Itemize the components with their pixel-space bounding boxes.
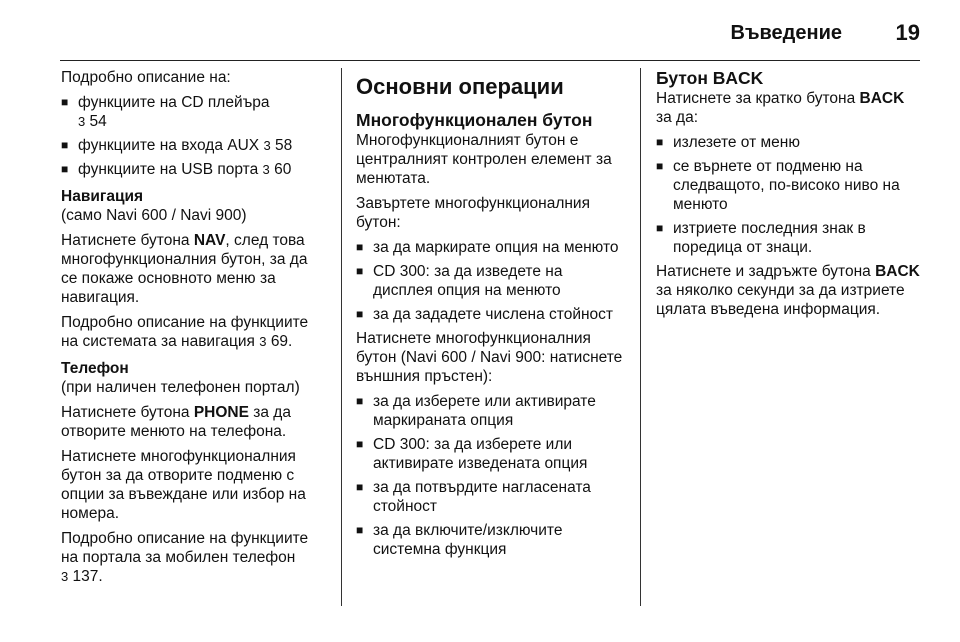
paragraph: Подробно описание на функциите на портала за мобилен телефон 3 137.: [61, 530, 309, 585]
subsection-heading: Многофункционален бутон: [356, 110, 593, 130]
list-item: ■ CD 300: за да изведете на дисплея опция на менюто: [356, 262, 626, 300]
page-number: 19: [895, 20, 920, 45]
button-name: NAV: [193, 232, 226, 249]
back-list: [656, 133, 924, 257]
paragraph: Натиснете бутона PHONE за да отворите менюто на телефона.: [61, 404, 291, 440]
column-middle: [356, 68, 626, 564]
section-heading-basic-operations: Основни операции: [356, 74, 564, 99]
page-reference: 69.: [270, 333, 293, 350]
button-name: PHONE: [193, 404, 249, 421]
list-item: ■ за да включите/изключите системна функция: [356, 521, 626, 559]
column-divider: [640, 68, 641, 606]
reference-arrow-icon: 3: [61, 569, 69, 584]
list-item: ■ функциите на USB порта 3 60: [61, 160, 323, 179]
section-heading-back-button: Бутон BACK: [656, 68, 764, 88]
paragraph: Натиснете за кратко бутона BACK за да:: [656, 90, 905, 126]
paragraph: Подробно описание на функциите на системата за навигация 3 69.: [61, 314, 309, 350]
column-divider: [341, 68, 342, 606]
paragraph: Натиснете и задръжте бутона BACK за няколко секунди за да изтриете цялата въведена информация.: [656, 263, 920, 318]
intro-list: [61, 93, 323, 179]
page-header: [0, 0, 960, 60]
column-right: [656, 68, 924, 325]
paragraph: Натиснете бутона NAV, след това многофункционалния бутон, за да се покаже основното меню за навигация.: [61, 232, 308, 306]
reference-arrow-icon: 3: [78, 114, 86, 129]
section-subtitle: (при наличен телефонен портал): [61, 379, 300, 396]
list-item: ■ излезете от меню: [656, 133, 924, 152]
header-rule: [60, 60, 920, 61]
list-item: ■ функциите на CD плейъра 3 54: [61, 93, 323, 131]
page-reference: 54: [89, 113, 107, 130]
button-name: BACK: [875, 263, 920, 280]
page-title: Въведение: [730, 22, 842, 44]
page-reference: 60: [274, 161, 292, 178]
list-item: ■ за да зададете числена стойност: [356, 305, 626, 324]
list-item: ■ функциите на входа AUX 3 58: [61, 136, 323, 155]
paragraph: Многофункционалният бутон е централният контролен елемент за менютата.: [356, 132, 612, 187]
reference-arrow-icon: 3: [263, 138, 271, 153]
intro-text: Подробно описание на:: [61, 69, 231, 86]
reference-arrow-icon: 3: [259, 334, 267, 349]
list-item: ■ CD 300: за да изберете или активирате изведената опция: [356, 435, 626, 473]
section-heading-navigation: Навигация: [61, 188, 144, 205]
paragraph: Завъртете многофункционалния бутон:: [356, 195, 590, 231]
rotate-list: [356, 238, 626, 324]
section-subtitle: (само Navi 600 / Navi 900): [61, 207, 247, 224]
paragraph: Натиснете многофункционалния бутон за да отворите подменю с опции за въвеждане или избор на номера.: [61, 448, 306, 522]
list-item: ■ за да потвърдите нагласената стойност: [356, 478, 626, 516]
list-item: ■ за да маркирате опция на менюто: [356, 238, 626, 257]
reference-arrow-icon: 3: [262, 162, 270, 177]
press-list: [356, 392, 626, 559]
column-left: [61, 68, 323, 592]
section-heading-phone: Телефон: [61, 360, 129, 377]
page-reference: 137.: [72, 568, 103, 585]
list-item: ■ се върнете от подменю на следващото, по-високо ниво на менюто: [656, 157, 924, 214]
list-item: ■ за да изберете или активирате маркираната опция: [356, 392, 626, 430]
paragraph: Натиснете многофункционалния бутон (Navi 600 / Navi 900: натиснете външния пръстен):: [356, 330, 623, 385]
button-name: BACK: [859, 90, 905, 107]
list-item: ■ изтриете последния знак в поредица от знаци.: [656, 219, 924, 257]
page-reference: 58: [275, 137, 293, 154]
